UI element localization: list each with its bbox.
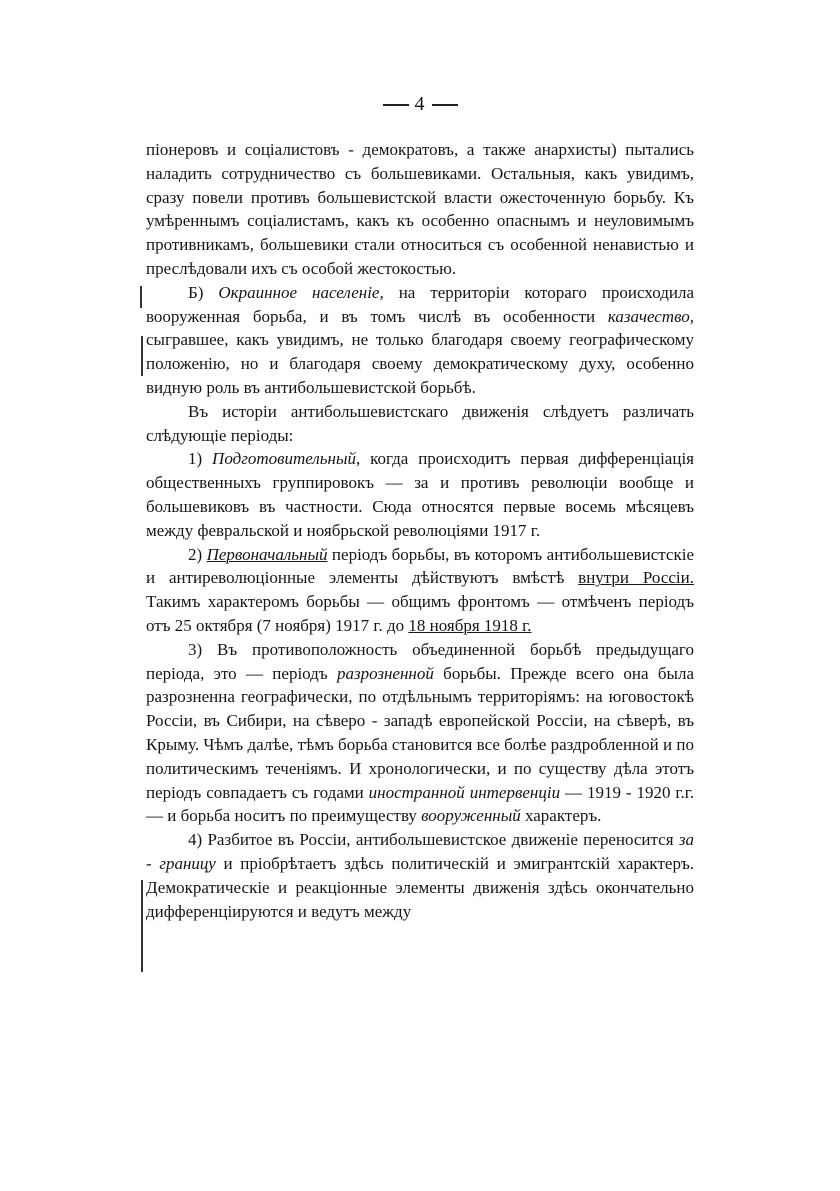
paragraph-text-segment: вооруженный (421, 806, 521, 826)
paragraph-text-segment: 2) (188, 544, 207, 564)
paragraph-text-segment: борьбы. Прежде всего она была разрозненна географически, по отдѣльнымъ территоріямъ: на юговостокѣ Россіи, въ Сибири, на сѣверо - западѣ европейской Россіи, на сѣверѣ, въ Крыму. Чѣмъ далѣе, тѣмъ борьба становится все болѣе раздробленной и по политическимъ теченіямъ. И хронологически, и по существу дѣла этотъ періодъ совпадаетъ съ годами (146, 663, 694, 802)
margin-mark (141, 336, 143, 376)
paragraph-text-segment: Въ исторіи антибольшевистскаго движенія слѣдуетъ различать слѣдующіе періоды: (146, 401, 694, 445)
paragraph-p6 (146, 638, 694, 828)
margin-mark (140, 286, 142, 308)
paragraph-text-segment: когда происходитъ первая дифференціація общественныхъ группировокъ — за и противъ революціи вообще и большевиковъ въ частности. Сюда относятся первые восемь мѣсяцевъ между февральской и ноябрьской революціями 1917 г. (146, 449, 694, 540)
paragraph-text-segment: — 1919 - 1920 г.г. — и борьба носитъ по преимуществу (146, 782, 695, 826)
paragraph-text-segment: 3) Въ противоположность объединенной борьбѣ предыдущаго періода, это — періодъ (146, 639, 694, 683)
paragraph-p5 (146, 543, 694, 638)
paragraph-text-segment: 1) (188, 449, 213, 469)
paragraph-text-segment: 4) Разбитое въ Россіи, антибольшевистское движеніе переносится (188, 830, 679, 850)
paragraph-text-segment: сыгравшее, какъ увидимъ, не только благодаря своему географическому положенію, но и благодаря своему демократическому духу, особенно видную роль въ антибольшевистской борьбѣ. (146, 330, 694, 397)
paragraph-text-segment: на территоріи котораго происходила вооруженная борьба, и въ томъ числѣ въ особенности (146, 282, 694, 326)
paragraph-text-segment: піонеровъ и соціалистовъ - демократовъ, а также анархисты) пытались наладить сотрудничество съ большевиками. Остальныя, какъ увидимъ, сразу повели противъ большевистской власти ожесточенную борьбу. Къ умѣреннымъ соціалистамъ, какъ къ особенно опаснымъ и неуловимымъ противникамъ, большевики стали относиться съ особенной ненавистью и преслѣдовали ихъ съ особой жестокостью. (146, 140, 694, 278)
dash-left (383, 104, 409, 106)
margin-mark (141, 880, 143, 972)
paragraph-text-segment: Окраинное населеніе, (218, 282, 384, 302)
paragraph-text-segment: и пріобрѣтаетъ здѣсь политическій и эмигрантскій характеръ. Демократическіе и реакціонные элементы движенія здѣсь окончательно дифференціируются и ведутъ между (146, 853, 694, 921)
paragraph-text-segment: Такимъ характеромъ борьбы — общимъ фронтомъ — отмѣченъ періодъ отъ 25 октября (7 ноября) 1917 г. до (146, 592, 694, 635)
paragraph-text-segment: Первоначальный (206, 544, 328, 564)
paragraph-text-segment: періодъ борьбы, въ которомъ антибольшевистскіе и антиреволюціонные элементы дѣйствуютъ вмѣстѣ (146, 544, 694, 588)
paragraph-p2 (146, 281, 694, 400)
paragraph-text-segment: иностранной интервенціи (368, 782, 561, 802)
paragraph-text-segment: Б) (188, 282, 219, 302)
paragraph-text-segment: за - границу (146, 830, 694, 873)
paragraph-text-segment: Подготовительный, (212, 449, 361, 469)
paragraph-text-segment: внутри Россіи. (578, 568, 694, 588)
paragraph-text-segment: 18 ноября 1918 г. (408, 615, 532, 635)
paragraph-p4 (146, 447, 694, 542)
paragraph-p7 (146, 828, 694, 923)
paragraph-p3 (146, 400, 694, 448)
dash-right (432, 104, 458, 106)
paragraph-text-segment: характеръ. (520, 806, 602, 826)
paragraph-p1 (146, 138, 694, 281)
paragraph-text-segment: разрозненной (336, 663, 434, 683)
body-text (146, 138, 694, 923)
paragraph-text-segment: казачество, (607, 306, 694, 326)
page-number-label: 4 (414, 93, 426, 115)
page-number (0, 93, 840, 116)
